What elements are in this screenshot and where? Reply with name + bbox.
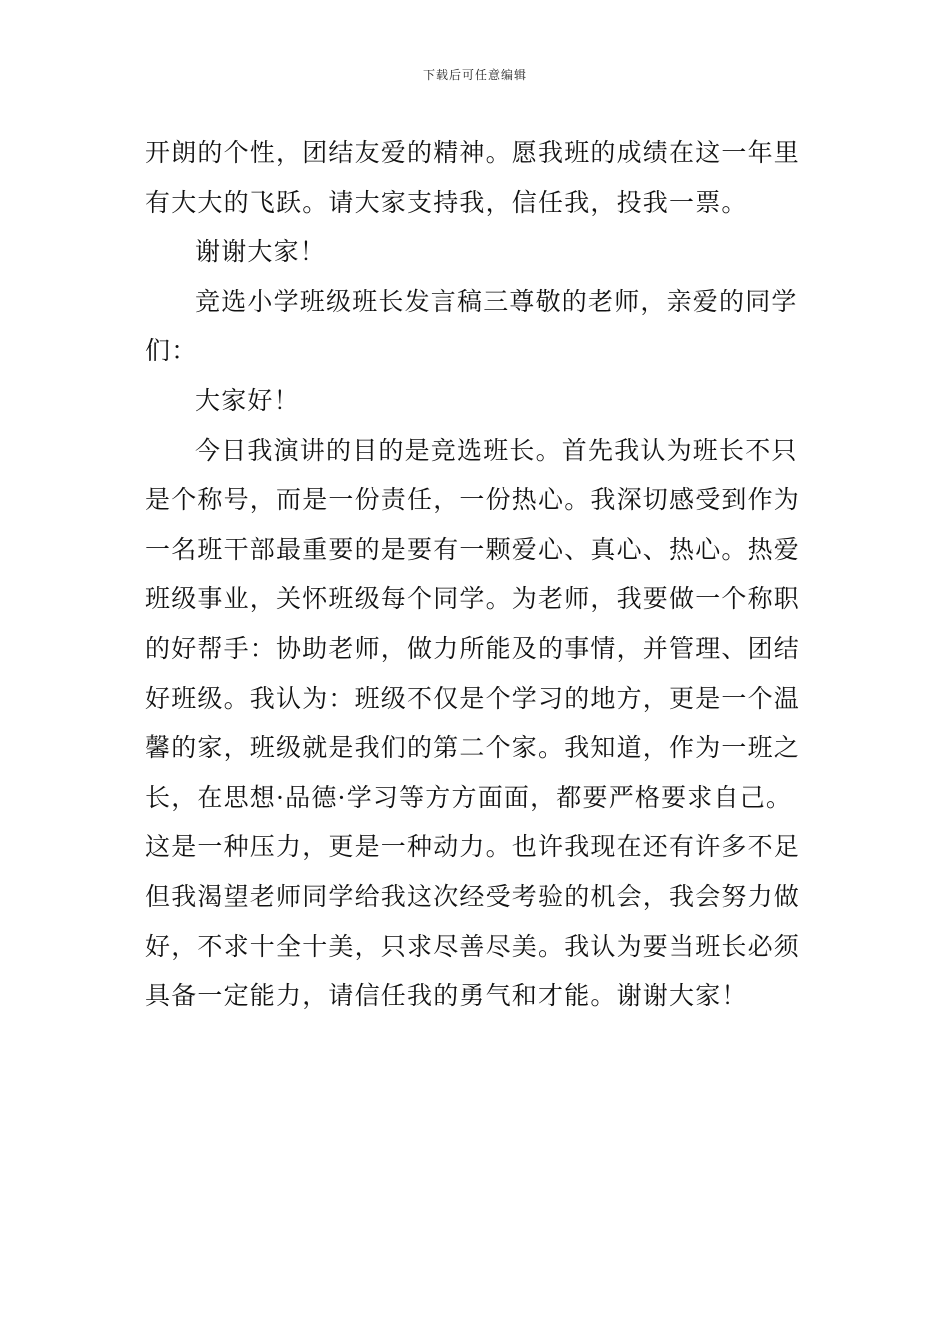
page-header: 下载后可任意编辑 [422, 68, 527, 82]
paragraph-line: 但我渴望老师同学给我这次经受考验的机会，我会努力做 [145, 881, 801, 911]
paragraph-line: 有大大的飞跃。请大家支持我，信任我，投我一票。 [145, 187, 748, 217]
paragraph-line: 好，不求十全十美，只求尽善尽美。我认为要当班长必须 [145, 931, 801, 961]
paragraph-line: 馨的家，班级就是我们的第二个家。我知道，作为一班之 [145, 733, 801, 763]
paragraph-line: 长，在思想·品德·学习等方方面面，都要严格要求自己。 [145, 782, 793, 812]
greeting-line: 大家好！ [195, 385, 300, 415]
paragraph-line: 开朗的个性，团结友爱的精神。愿我班的成绩在这一年里 [145, 138, 801, 167]
thanks-line: 谢谢大家！ [195, 237, 327, 267]
paragraph-line: 具备一定能力，请信任我的勇气和才能。谢谢大家！ [145, 981, 748, 1011]
speech-title-line: 竞选小学班级班长发言稿三尊敬的老师，亲爱的同学 [195, 286, 798, 316]
paragraph-line: 这是一种压力，更是一种动力。也许我现在还有许多不足 [145, 832, 801, 862]
speech-body [145, 128, 845, 1021]
paragraph-line: 的好帮手：协助老师，做力所能及的事情，并管理、团结 [145, 633, 801, 663]
paragraph-line: 们： [145, 336, 198, 366]
paragraph-line: 好班级。我认为：班级不仅是个学习的地方，更是一个温 [145, 683, 801, 713]
paragraph-line: 是个称号，而是一份责任，一份热心。我深切感受到作为 [145, 485, 801, 515]
paragraph-line: 今日我演讲的目的是竞选班长。首先我认为班长不只 [195, 435, 798, 465]
paragraph-line: 班级事业，关怀班级每个同学。为老师，我要做一个称职 [145, 584, 801, 614]
paragraph-line: 一名班干部最重要的是要有一颗爱心、真心、热心。热爱 [145, 534, 801, 564]
